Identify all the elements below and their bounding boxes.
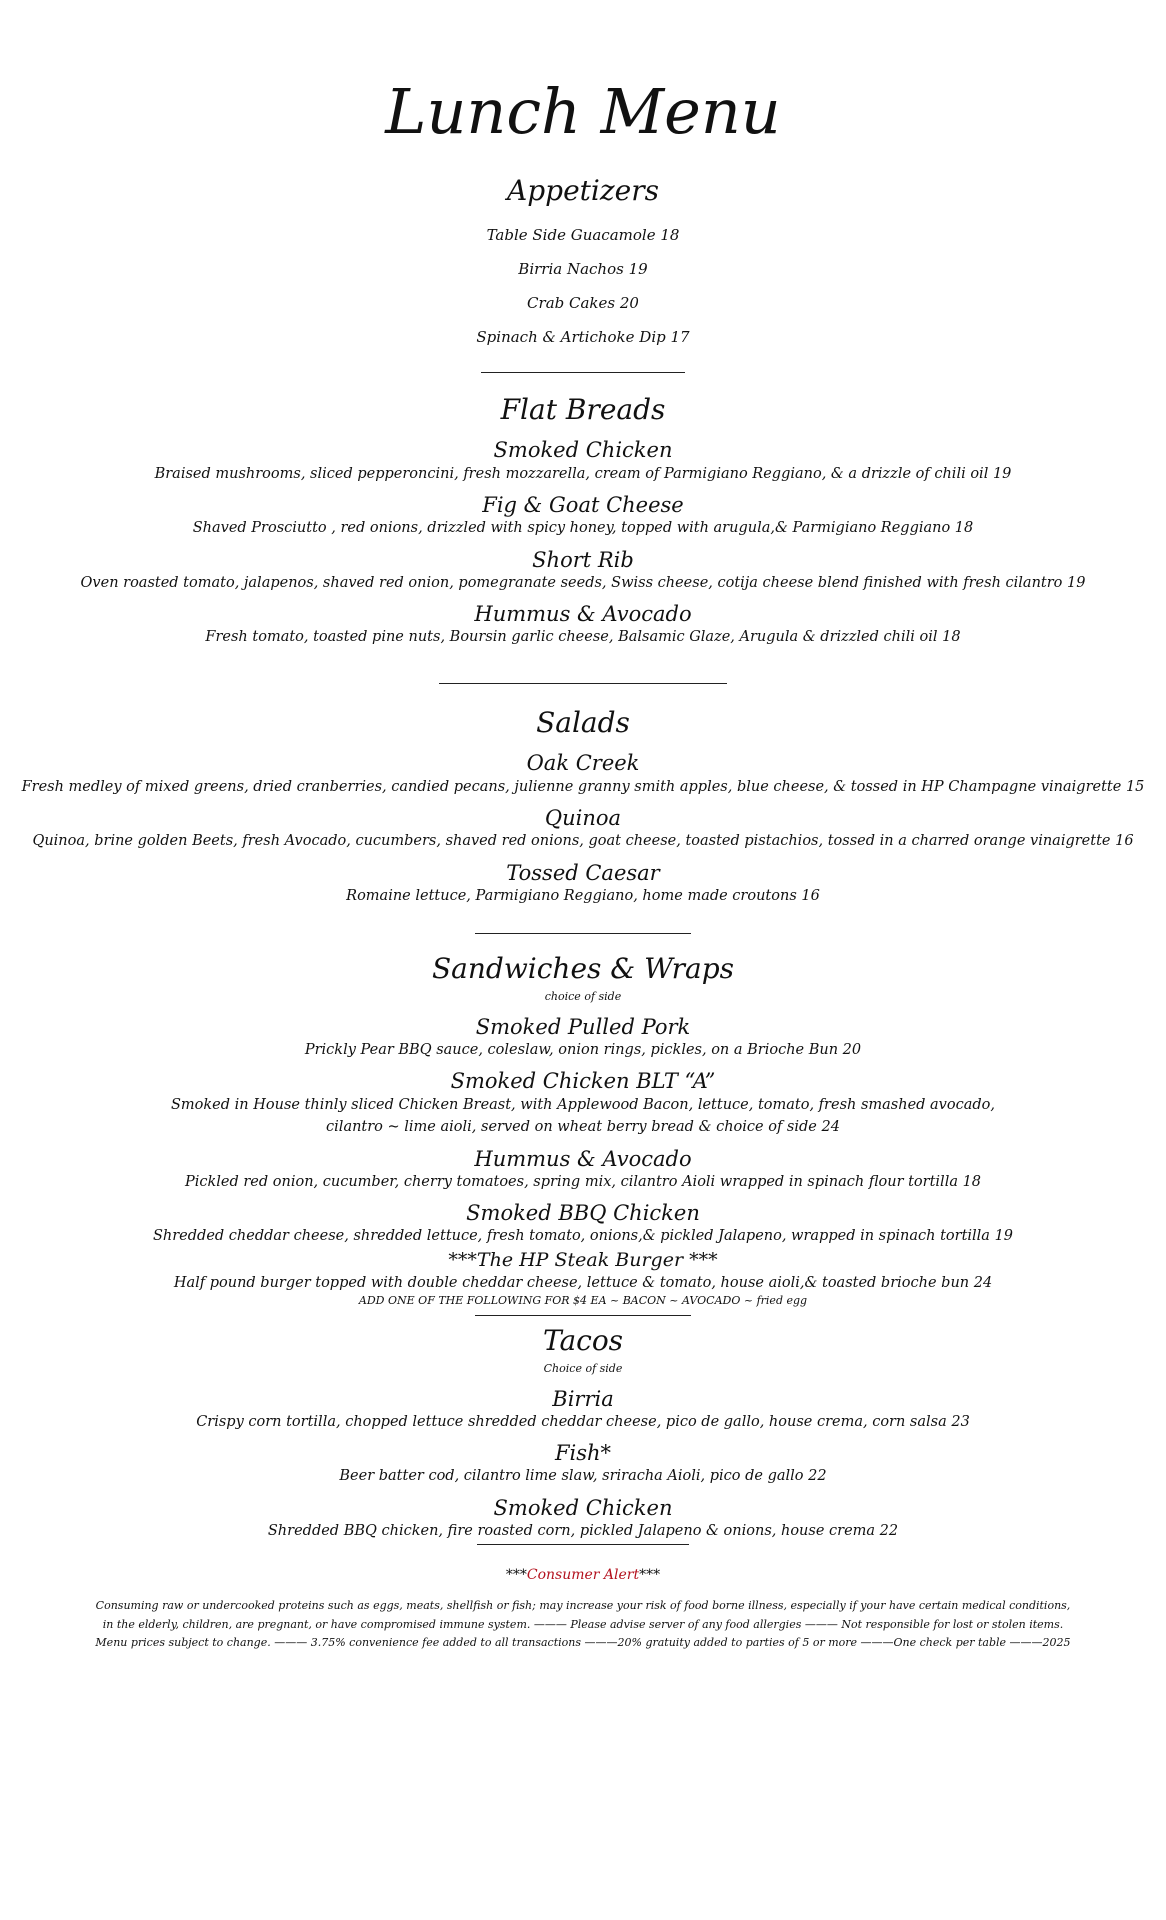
menu-item-burger (0, 1250, 1166, 1307)
item-name: Fish* (554, 1441, 612, 1466)
sandwiches-section (0, 952, 1166, 1307)
menu-item (0, 548, 1166, 595)
item-description: Shaved Prosciutto , red onions, drizzled with spicy honey, topped with arugula,& Parmigiano Reggiano 18 (192, 520, 974, 537)
fine-print-line: Consuming raw or undercooked proteins such as eggs, meats, shellfish or fish; may increase your risk of food borne illness, especially if your have certain medical conditions, (95, 1599, 1071, 1613)
item-description: Prickly Pear BBQ sauce, coleslaw, onion rings, pickles, on a Brioche Bun 20 (304, 1041, 862, 1058)
appetizer-item: Spinach & Artichoke Dip 17 (476, 327, 690, 346)
item-description: Half pound burger topped with double cheddar cheese, lettuce & tomato, house aioli,& toasted brioche bun 24 (173, 1274, 993, 1291)
appetizer-item: Crab Cakes 20 (527, 293, 639, 312)
item-description: Pickled red onion, cucumber, cherry tomatoes, spring mix, cilantro Aioli wrapped in spinach flour tortilla 18 (184, 1173, 982, 1190)
menu-title: Lunch Menu (385, 75, 781, 148)
item-name: Oak Creek (526, 751, 640, 776)
item-name: Smoked BBQ Chicken (466, 1201, 700, 1226)
item-description: Braised mushrooms, sliced pepperoncini, fresh mozzarella, cream of Parmigiano Reggiano, & a drizzle of chili oil 19 (154, 465, 1012, 482)
alert-text: Consumer Alert (526, 1567, 640, 1584)
item-description: Beer batter cod, cilantro lime slaw, sriracha Aioli, pico de gallo 22 (339, 1468, 827, 1485)
item-description: Quinoa, brine golden Beets, fresh Avocado, cucumbers, shaved red onions, goat cheese, toasted pistachios, tossed in a charred orange vinaigrette 16 (32, 833, 1134, 850)
section-divider (477, 1544, 689, 1545)
menu-item (0, 861, 1166, 908)
salads-title: Salads (536, 705, 630, 739)
menu-item (0, 751, 1166, 798)
alert-stars: *** (639, 1567, 661, 1584)
flatbreads-section (0, 393, 1166, 649)
item-name: Tossed Caesar (506, 860, 660, 885)
appetizer-item: Table Side Guacamole 18 (486, 225, 680, 244)
menu-item (0, 1496, 1166, 1543)
menu-item (0, 806, 1166, 853)
fine-print-line: Menu prices subject to change. ——— 3.75% convenience fee added to all transactions ———20% gratuity added to parties of 5 or more ———One check per table ———2025 (95, 1635, 1071, 1649)
fine-print-line: in the elderly, children, are pregnant, or have compromised immune system. ——— Please advise server of any food allergies ——— Not responsible for lost or stolen items. (102, 1617, 1064, 1631)
menu-item (0, 493, 1166, 540)
item-name: Hummus & Avocado (474, 1146, 692, 1171)
burger-addon-note: ADD ONE OF THE FOLLOWING FOR $4 EA ~ BACON ~ AVOCADO ~ fried egg (358, 1294, 808, 1308)
item-description: Smoked in House thinly sliced Chicken Breast, with Applewood Bacon, lettuce, tomato, fresh smashed avocado, (170, 1096, 995, 1113)
item-name: Smoked Pulled Pork (475, 1014, 691, 1039)
item-description: Fresh tomato, toasted pine nuts, Boursin garlic cheese, Balsamic Glaze, Arugula & drizzled chili oil 18 (205, 629, 961, 646)
menu-item (0, 1015, 1166, 1062)
appetizer-item: Birria Nachos 19 (518, 259, 648, 278)
menu-item (0, 1147, 1166, 1194)
item-description: Oven roasted tomato, jalapenos, shaved red onion, pomegranate seeds, Swiss cheese, cotija cheese blend finished with fresh cilantro 19 (80, 574, 1086, 591)
tacos-note: Choice of side (543, 1361, 623, 1375)
section-divider (481, 372, 685, 373)
item-name: Short Rib (532, 547, 634, 572)
item-description: Shredded cheddar cheese, shredded lettuce, fresh tomato, onions,& pickled Jalapeno, wrapped in spinach tortilla 19 (152, 1228, 1014, 1245)
salads-section (0, 706, 1166, 907)
item-description: Romaine lettuce, Parmigiano Reggiano, home made croutons 16 (346, 887, 820, 904)
item-description: Shredded BBQ chicken, fire roasted corn, pickled Jalapeno & onions, house crema 22 (267, 1523, 899, 1539)
section-divider (475, 1315, 691, 1316)
alert-stars: *** (505, 1567, 527, 1584)
item-name: Smoked Chicken BLT “A” (450, 1069, 716, 1094)
item-name: Fig & Goat Cheese (482, 492, 684, 517)
item-name: Quinoa (544, 806, 622, 831)
item-name: ***The HP Steak Burger *** (448, 1248, 718, 1271)
tacos-title: Tacos (542, 1324, 624, 1358)
section-divider (475, 933, 691, 934)
menu-item (0, 1387, 1166, 1434)
sandwiches-title: Sandwiches & Wraps (431, 952, 735, 986)
menu-item (0, 1201, 1166, 1248)
menu-item (0, 1069, 1166, 1138)
menu-item (0, 438, 1166, 485)
consumer-alert (0, 1567, 1166, 1583)
sandwiches-note: choice of side (544, 989, 622, 1003)
appetizers-section (0, 174, 1166, 346)
menu-item (0, 602, 1166, 649)
menu-item (0, 1441, 1166, 1488)
fine-print (0, 1597, 1166, 1651)
flatbreads-title: Flat Breads (500, 392, 666, 426)
appetizers-title: Appetizers (507, 174, 659, 208)
item-description-line2: cilantro ~ lime aioli, served on wheat berry bread & choice of side 24 (326, 1119, 840, 1136)
item-name: Hummus & Avocado (474, 602, 692, 627)
section-divider (439, 683, 727, 684)
tacos-section (0, 1324, 1166, 1542)
item-name: Smoked Chicken (493, 1495, 673, 1520)
item-name: Birria (552, 1386, 614, 1411)
item-description: Fresh medley of mixed greens, dried cranberries, candied pecans, julienne granny smith apples, blue cheese, & tossed in HP Champagne vinaigrette 15 (21, 778, 1145, 795)
item-name: Smoked Chicken (493, 438, 673, 463)
item-description: Crispy corn tortilla, chopped lettuce shredded cheddar cheese, pico de gallo, house crema, corn salsa 23 (196, 1413, 970, 1430)
